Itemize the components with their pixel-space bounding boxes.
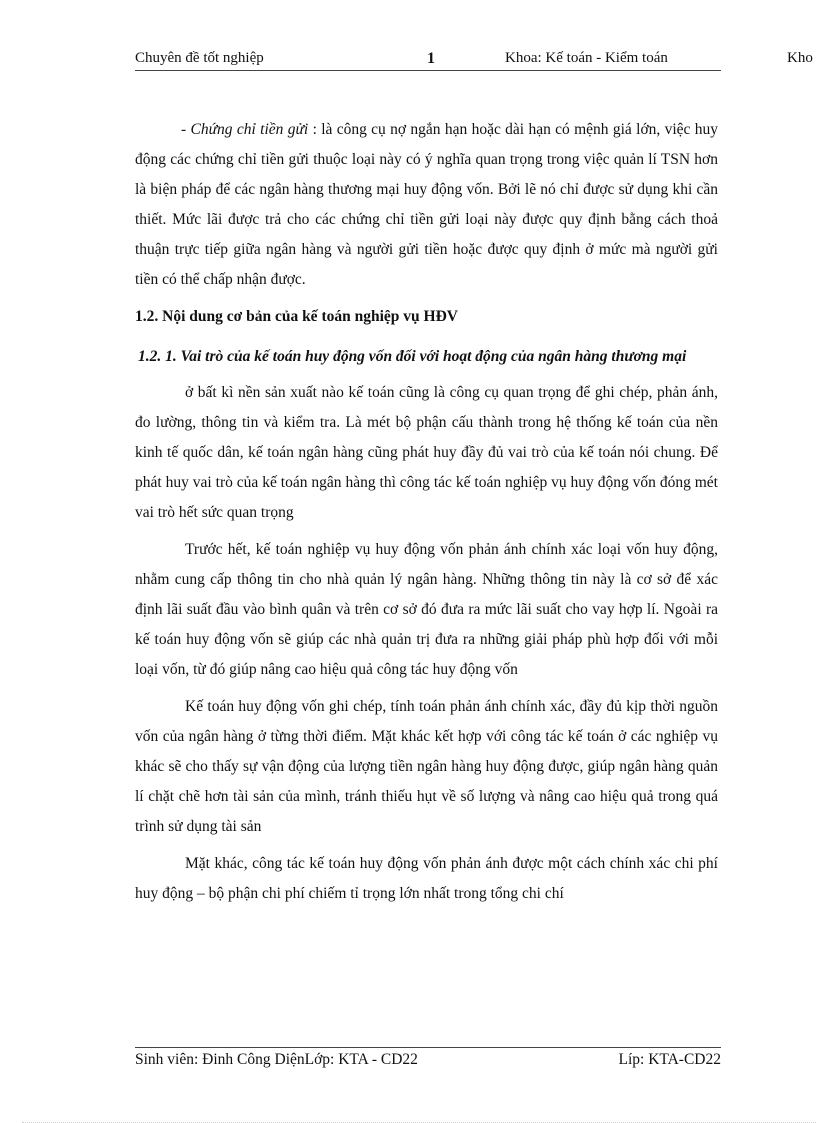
paragraph-certificate-of-deposit: - Chứng chỉ tiền gửi : là công cụ nợ ngắn hạn hoặc dài hạn có mệnh giá lớn, việc huy động các chứng chỉ tiền gửi thuộc loại này có ý nghĩa quan trọng trong việc quản lí TSN hơn là biện pháp để các ngân hàng thương mại huy động vốn. Bởi lẽ nó chỉ được sử dụng khi cần thiết. Mức lãi được trả cho các chứng chỉ tiền gửi loại này được quy định bằng cách thoả thuận trực tiếp giữa ngân hàng và người gửi tiền hoặc được quy định ở mức mà người gửi tiền có thể chấp nhận được. — [135, 121, 718, 288]
paragraph-cost: Mặt khác, công tác kế toán huy động vốn phản ánh được một cách chính xác chi phí huy động – bộ phận chi phí chiếm tỉ trọng lớn nhất trong tổng chi chí — [135, 855, 718, 902]
footer-student: Sinh viên: Đinh Công DiệnLớp: KTA - CD22 — [135, 1051, 418, 1068]
section-heading-1-2: 1.2. Nội dung cơ bản của kế toán nghiệp vụ HĐV — [135, 308, 458, 325]
page-header — [135, 50, 813, 71]
footer-class: Líp: KTA-CD22 — [618, 1051, 721, 1068]
header-clipped-text: Kho — [787, 50, 813, 66]
page-footer — [135, 1047, 721, 1073]
paragraph-first-of-all: Trước hết, kế toán nghiệp vụ huy động vốn phản ánh chính xác loại vốn huy động, nhằm cung cấp thông tin cho nhà quản lý ngân hàng. Những thông tin này là cơ sở để xác định lãi suất đầu vào bình quân và trên cơ sở đó đưa ra mức lãi suất cho vay hợp lí. Ngoài ra kế toán huy động vốn sẽ giúp các nhà quản trị đưa ra những giải pháp phù hợp đối với mỗi loại vốn, từ đó giúp nâng cao hiệu quả công tác huy động vốn — [135, 541, 718, 678]
paragraph-recording: Kế toán huy động vốn ghi chép, tính toán phản ánh chính xác, đầy đủ kịp thời nguồn vốn của ngân hàng ở từng thời điểm. Mặt khác kết hợp với công tác kế toán ở các nghiệp vụ khác sẽ cho thấy sự vận động của lượng tiền ngân hàng huy động được, giúp ngân hàng quản lí chặt chẽ hơn tài sản của mình, tránh thiếu hụt về số lượng và nâng cao hiệu quả trong quá trình sử dụng tài sản — [135, 698, 718, 835]
header-department: Khoa: Kế toán - Kiểm toán — [505, 50, 668, 66]
page-number: 1 — [427, 50, 435, 67]
subsection-heading-1-2-1: 1.2. 1. Vai trò của kế toán huy động vốn đối với hoạt động của ngân hàng thương mại — [138, 348, 687, 365]
term-certificate-of-deposit: Chứng chỉ tiền gửi — [190, 121, 309, 138]
header-title: Chuyên đề tốt nghiệp — [135, 50, 264, 66]
document-body — [135, 115, 718, 916]
paragraph-role: ở bất kì nền sản xuất nào kế toán cũng là công cụ quan trọng để ghi chép, phản ánh, đo lường, thông tin và kiểm tra. Là mét bộ phận cấu thành trong hệ thống kế toán của nền kinh tế quốc dân, kế toán ngân hàng cũng phát huy đầy đủ vai trò của kế toán nói chung. Để phát huy vai trò của kế toán ngân hàng thì công tác kế toán nghiệp vụ huy động vốn đóng mét vai trò hết sức quan trọng — [135, 384, 718, 521]
